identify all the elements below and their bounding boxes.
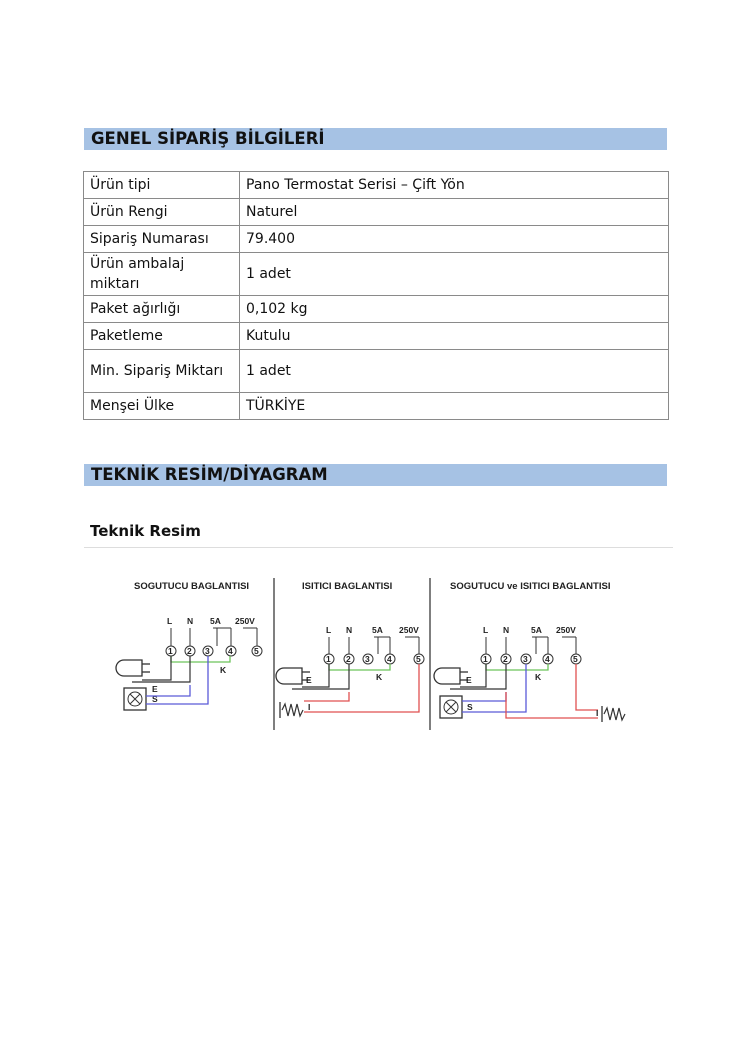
row-value: Naturel xyxy=(240,199,669,226)
heater-coil-icon xyxy=(280,702,303,718)
terminal-number: 4 xyxy=(228,646,233,656)
terminal-label-5a: 5A xyxy=(372,625,383,635)
terminal-number: 1 xyxy=(168,646,173,656)
wiring-diagrams xyxy=(110,570,630,735)
row-label: Sipariş Numarası xyxy=(84,226,240,253)
wire-label-i: I xyxy=(596,708,599,718)
terminal-number: 4 xyxy=(387,654,392,664)
terminal-label-n: N xyxy=(346,625,353,635)
wire-label-k: K xyxy=(535,672,542,682)
heater-coil-icon xyxy=(602,706,625,722)
section-header-general: GENEL SİPARİŞ BİLGİLERİ xyxy=(84,128,667,150)
row-value: 1 adet xyxy=(240,253,669,296)
row-label: Min. Sipariş Miktarı xyxy=(84,350,240,393)
order-info-table xyxy=(83,171,669,420)
row-label: Menşei Ülke xyxy=(84,393,240,420)
terminal-label-l: L xyxy=(167,616,173,626)
terminal-number: 2 xyxy=(346,654,351,664)
diagram-heater xyxy=(276,581,424,718)
table-row xyxy=(84,199,669,226)
terminal-label-n: N xyxy=(503,625,510,635)
fan-icon xyxy=(124,688,146,710)
terminal-number: 1 xyxy=(326,654,331,664)
terminal-label-250v: 250V xyxy=(399,625,419,635)
terminal-label-l: L xyxy=(483,625,489,635)
row-value: Pano Termostat Serisi – Çift Yön xyxy=(240,172,669,199)
wire-label-e: E xyxy=(466,675,472,685)
plug-icon xyxy=(116,660,150,676)
table-row xyxy=(84,253,669,296)
terminal-label-n: N xyxy=(187,616,194,626)
terminal-number: 5 xyxy=(254,646,259,656)
terminal-number: 3 xyxy=(365,654,370,664)
section-header-technical: TEKNİK RESİM/DİYAGRAM xyxy=(84,464,667,486)
terminal-number: 2 xyxy=(187,646,192,656)
row-value: 0,102 kg xyxy=(240,296,669,323)
diagram-title: ISITICI BAGLANTISI xyxy=(302,581,393,592)
plug-icon xyxy=(276,668,310,684)
terminal-number: 1 xyxy=(483,654,488,664)
wire-label-i: I xyxy=(308,702,311,712)
fan-icon xyxy=(440,696,462,718)
row-value: TÜRKİYE xyxy=(240,393,669,420)
table-row xyxy=(84,172,669,199)
terminal-number: 4 xyxy=(545,654,550,664)
row-label: Paketleme xyxy=(84,323,240,350)
row-label: Ürün ambalaj miktarı xyxy=(84,253,240,296)
table-row xyxy=(84,323,669,350)
terminal-label-5a: 5A xyxy=(531,625,542,635)
row-value: Kutulu xyxy=(240,323,669,350)
wire-label-e: E xyxy=(152,684,158,694)
diagram-title: SOGUTUCU BAGLANTISI xyxy=(134,581,250,592)
plug-icon xyxy=(434,668,468,684)
wire-label-s: S xyxy=(152,694,158,704)
terminal-number: 3 xyxy=(523,654,528,664)
terminal-number: 5 xyxy=(573,654,578,664)
divider xyxy=(84,547,673,548)
diagram-title: SOGUTUCU ve ISITICI BAGLANTISI xyxy=(450,581,611,592)
diagram-cooler-heater xyxy=(434,581,625,722)
terminal-label-250v: 250V xyxy=(556,625,576,635)
wire-label-e: E xyxy=(306,675,312,685)
table-row xyxy=(84,350,669,393)
terminal-label-l: L xyxy=(326,625,332,635)
wire-label-s: S xyxy=(467,702,473,712)
table-row xyxy=(84,296,669,323)
terminal-number: 2 xyxy=(503,654,508,664)
wire-label-k: K xyxy=(220,665,227,675)
subtitle-technical-drawing: Teknik Resim xyxy=(90,522,201,540)
terminal-label-250v: 250V xyxy=(235,616,255,626)
row-label: Ürün tipi xyxy=(84,172,240,199)
diagram-cooler xyxy=(116,581,262,710)
terminal-number: 5 xyxy=(416,654,421,664)
row-value: 1 adet xyxy=(240,350,669,393)
wire-label-k: K xyxy=(376,672,383,682)
terminal-number: 3 xyxy=(205,646,210,656)
table-row xyxy=(84,226,669,253)
row-label: Paket ağırlığı xyxy=(84,296,240,323)
row-label: Ürün Rengi xyxy=(84,199,240,226)
terminal-label-5a: 5A xyxy=(210,616,221,626)
table-row xyxy=(84,393,669,420)
row-value: 79.400 xyxy=(240,226,669,253)
